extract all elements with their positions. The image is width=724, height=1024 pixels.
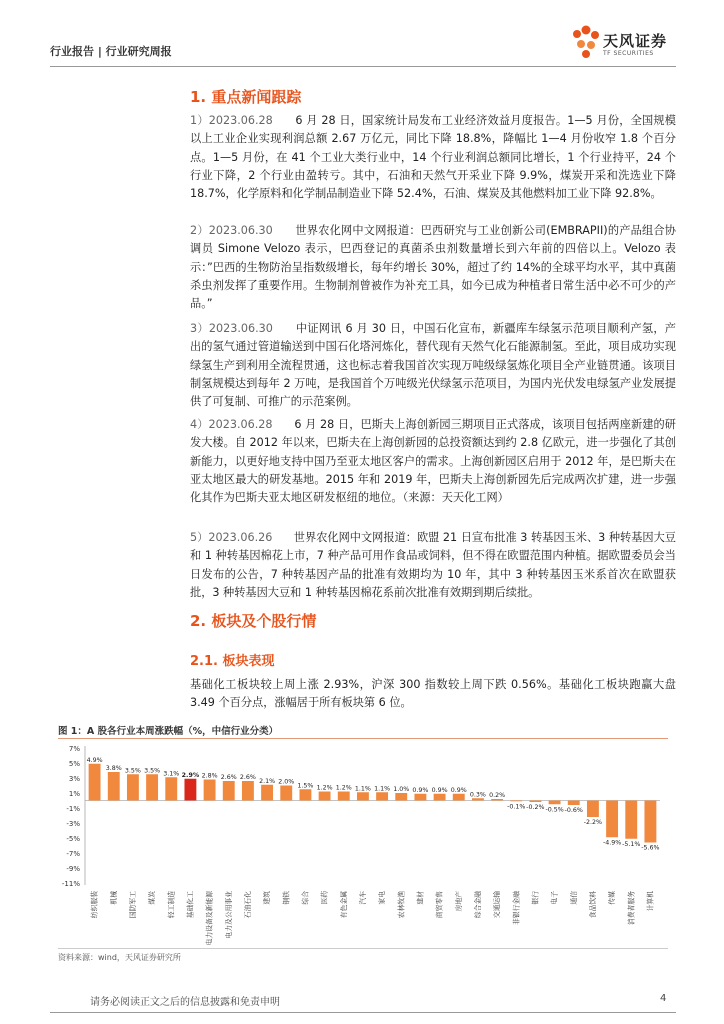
data-label: 1.0% [393, 786, 410, 793]
data-label: -5.1% [622, 840, 641, 848]
data-label: 0.3% [469, 791, 486, 799]
bar [472, 798, 484, 800]
bar [625, 801, 637, 839]
category-label: 银行 [531, 891, 540, 905]
category-label: 有色金属 [339, 891, 348, 919]
category-label: 医药 [320, 891, 329, 905]
category-label: 家电 [378, 891, 387, 905]
news-paragraph-4 [190, 416, 676, 507]
y-tick-label: -5% [66, 835, 80, 843]
bar [89, 764, 101, 801]
bar [108, 772, 120, 801]
y-tick-label: -3% [66, 820, 80, 828]
bar [280, 786, 292, 801]
bar [357, 792, 369, 800]
logo-subtext: TF SECURITIES [603, 50, 654, 57]
category-label: 电子 [550, 891, 559, 905]
category-label: 农林牧渔 [397, 891, 406, 919]
industry-return-bar-chart [50, 740, 670, 945]
data-label: 0.9% [450, 786, 467, 794]
news-paragraph-2 [190, 222, 676, 313]
category-label: 国防军工 [128, 891, 137, 919]
bar [587, 801, 599, 818]
bar [644, 801, 656, 843]
data-label: 1.2% [335, 784, 352, 792]
category-label: 计算机 [646, 891, 655, 912]
data-label: -0.6% [564, 807, 583, 814]
data-label: -0.1% [507, 803, 526, 811]
bar [376, 792, 388, 800]
bar [568, 801, 580, 806]
news-text: 6 月 28 日，巴斯夫上海创新园三期项目正式落成，该项目包括两座新建的研发大楼。自 2012 年以来，巴斯夫在上海创新园的总投资额达到约 2.8 亿欧元，进一步强化了其创新能力，以更好地支持中国乃至亚太地区客户的需求。上海创新园区启用于 2012 年，是巴斯夫在亚太地区最大的研发基地。2015 年和 2019 年，巴斯夫上海创新园先后完成两次扩建，进一步强化其作为巴斯夫亚太地区研发枢纽的地位。（来源：天天化工网） [190, 418, 676, 505]
bar-series [87, 757, 660, 852]
bar [184, 779, 196, 801]
data-label: -0.2% [526, 804, 545, 811]
bar [261, 785, 273, 801]
category-label: 电力设备及新能源 [205, 891, 214, 945]
news-paragraph-1 [190, 112, 676, 203]
company-logo [571, 24, 681, 64]
y-tick-label: 3% [68, 775, 80, 783]
sector-summary-text: 基础化工板块较上周上涨 2.93%，沪深 300 指数较上周下跌 0.56%。基础化工板块跑赢大盘 3.49 个百分点，涨幅居于所有板块第 6 位。 [190, 678, 676, 710]
bar [414, 794, 426, 801]
bar [434, 794, 446, 801]
category-label: 石油石化 [243, 891, 252, 919]
logo-mark-icon [571, 24, 601, 60]
bar [299, 789, 311, 800]
data-label: 3.5% [144, 767, 161, 775]
bar [242, 781, 254, 801]
bar [223, 781, 235, 801]
data-label: -0.5% [545, 806, 564, 814]
news-paragraph-3 [190, 320, 676, 411]
news-date: 2）2023.06.30 [190, 224, 273, 237]
data-label: -2.2% [583, 819, 603, 826]
data-label: 3.1% [163, 770, 180, 778]
data-label: 0.9% [412, 786, 429, 794]
figure-title-rule [58, 738, 668, 739]
bar [453, 794, 465, 801]
bar [606, 801, 618, 838]
data-label: 2.9% [181, 771, 200, 779]
page-number: 4 [660, 993, 667, 1004]
category-label: 综合 [301, 891, 310, 905]
data-label: 1.1% [374, 785, 391, 793]
data-label: 1.5% [297, 782, 314, 790]
y-tick-label: -11% [61, 880, 80, 888]
category-label: 交通运输 [493, 891, 502, 919]
bar [549, 801, 561, 805]
report-breadcrumb: 行业报告 | 行业研究周报 [50, 45, 172, 58]
category-label: 汽车 [358, 891, 367, 905]
category-label: 非银行金融 [512, 891, 521, 925]
data-label: -4.9% [602, 839, 622, 847]
y-tick-label: 5% [68, 760, 80, 768]
footer-divider [50, 1012, 676, 1013]
news-date: 1）2023.06.28 [190, 114, 273, 127]
footer-disclaimer: 请务必阅读正文之后的信息披露和免责申明 [90, 997, 280, 1008]
data-label: 1.1% [354, 785, 371, 793]
data-label: 1.2% [316, 784, 333, 792]
category-label: 轻工制造 [167, 891, 176, 919]
category-label: 建材 [416, 891, 425, 905]
category-label: 食品饮料 [588, 891, 597, 919]
category-label: 电力及公用事业 [224, 891, 233, 939]
x-axis-labels [90, 891, 655, 945]
bar [529, 801, 541, 803]
y-tick-label: -7% [66, 850, 80, 858]
category-label: 房地产 [454, 891, 463, 912]
data-label: 3.8% [105, 765, 122, 772]
news-text: 中证网讯 6 月 30 日，中国石化宣布，新疆库车绿氢示范项目顺利产氢，产出的氢气通过管道输送到中国石化塔河炼化，替代现有天然气化石能源制氢。至此，项目成功实现绿氢生产到利用全流程贯通，这也标志着我国首次实现万吨级绿氢炼化项目全产业链贯通。该项目制氢规模达到每年 2 万吨，是我国首个万吨级光伏绿氢示范项目，为国内光伏发电绿氢产业发展提供了可复制、可推广的示范案例。 [190, 322, 676, 409]
y-tick-label: 7% [68, 745, 80, 753]
category-label: 钢铁 [282, 891, 291, 905]
category-label: 传媒 [608, 891, 617, 905]
news-text: 6 月 28 日，国家统计局发布工业经济效益月度报告。1—5 月份，全国规模以上工业企业实现利润总额 2.67 万亿元，同比下降 18.8%，降幅比 1—4 月份收窄 1.8 个百分点。1—5 月份，在 41 个工业大类行业中，14 个行业利润总额同比增长，1 个行业持平，24 个行业下降，2 个行业由盈转亏。其中，石油和天然气开采业下降 9.9%，煤炭开采和洗选业下降 18.7%，化学原料和化学制品制造业下降 52.4%，石油、煤炭及其他燃料加工业下降 92.8%。 [190, 114, 676, 201]
data-label: 2.6% [220, 774, 237, 781]
category-label: 机械 [109, 891, 118, 905]
bar [204, 780, 216, 801]
bar [491, 799, 503, 801]
y-tick-label: 1% [68, 790, 80, 798]
news-date: 5）2023.06.26 [190, 531, 273, 544]
y-tick-label: -1% [66, 805, 80, 813]
category-label: 建筑 [263, 891, 272, 905]
section-title-news: 1. 重点新闻跟踪 [190, 88, 302, 106]
category-label: 煤炭 [148, 891, 157, 905]
section-title-market: 2. 板块及个股行情 [190, 612, 317, 630]
bar [319, 792, 331, 801]
data-label: 2.0% [278, 778, 295, 786]
bar [165, 777, 177, 800]
news-text: 世界农化网中文网报道：巴西研究与工业创新公司(EMBRAPII)的产品组合协调员 Simone Velozo 表示，巴西登记的真菌杀虫剂数量增长到六年前的四倍以上。Velozo 表示：”巴西的生物防治呈指数级增长，每年约增长 30%，超过了约 14%的全球平均水平，其中真菌杀虫剂发挥了重要作用。生物制剂曾被作为补充工具，如今已成为种植者日常生活中必不可少的产品。” [190, 224, 676, 311]
news-text: 世界农化网中文网报道：欧盟 21 日宣布批准 3 转基因玉米、3 种转基因大豆和 1 种转基因棉花上市，7 种产品可用作食品或饲料，但不得在欧盟范围内种植。据欧盟委员会当日发布的公告，7 种转基因产品的批准有效期均为 10 年，其中 3 种转基因玉米系首次在欧盟获批，3 种转基因大豆和 1 种转基因棉花系前次批准有效期到期后续批。 [190, 531, 676, 599]
data-label: 3.5% [124, 767, 141, 775]
source-rule [58, 948, 668, 949]
data-label: 4.9% [86, 756, 103, 764]
news-paragraph-5 [190, 529, 676, 602]
bar [510, 801, 522, 802]
subsection-title-sector: 2.1. 板块表现 [190, 654, 275, 669]
news-date: 4）2023.06.28 [190, 418, 273, 431]
bar [146, 774, 158, 800]
logo-text: 天风证券 [603, 32, 668, 50]
data-label: -5.6% [641, 844, 660, 852]
category-label: 消费者服务 [627, 891, 636, 925]
data-label: 0.9% [431, 786, 448, 794]
category-label: 综合金融 [473, 891, 482, 919]
news-date: 3）2023.06.30 [190, 322, 273, 335]
bar [127, 774, 139, 800]
category-label: 通信 [569, 891, 578, 905]
header-divider [50, 66, 676, 67]
figure-source: 资料来源：wind，天风证券研究所 [58, 953, 181, 962]
bar [395, 793, 407, 801]
category-label: 商贸零售 [435, 891, 444, 919]
data-label: 2.6% [239, 774, 256, 781]
data-label: 0.2% [489, 792, 506, 799]
y-tick-label: -9% [66, 865, 80, 873]
category-label: 纺织服装 [90, 891, 99, 919]
category-label: 基础化工 [186, 891, 195, 919]
data-label: 2.8% [201, 772, 218, 780]
data-label: 2.1% [259, 777, 276, 785]
bar [338, 792, 350, 801]
figure-title: 图 1：A 股各行业本周涨跌幅（%，中信行业分类） [58, 726, 279, 737]
